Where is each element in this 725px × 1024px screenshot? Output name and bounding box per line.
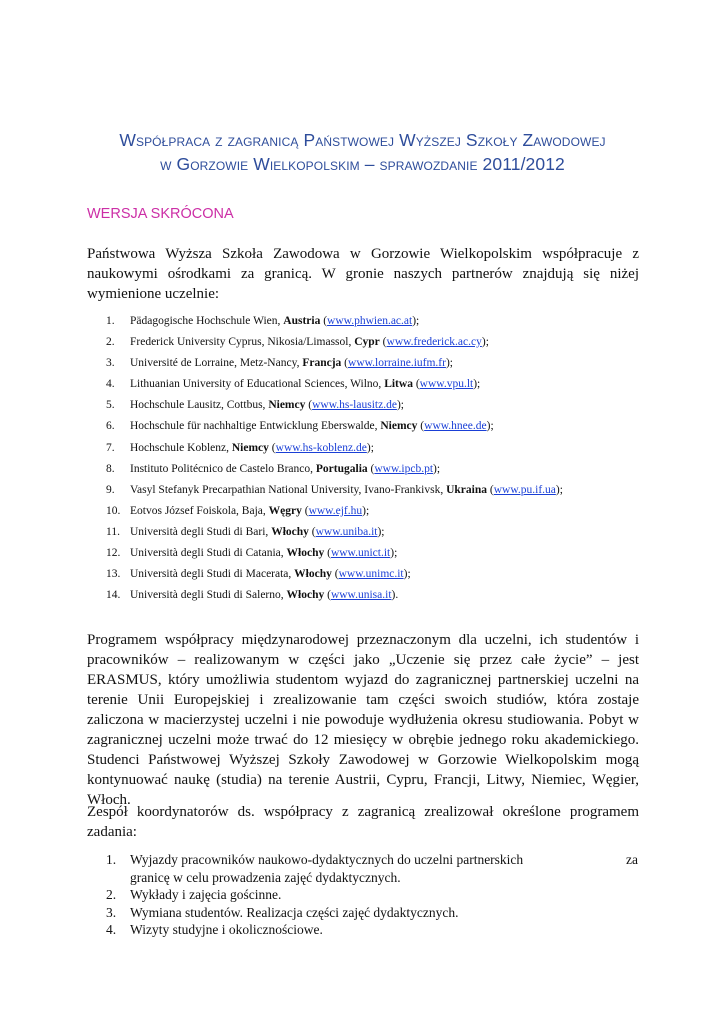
link-close-paren: );	[473, 378, 481, 391]
university-name: Université de Lorraine, Metz-Nancy,	[130, 357, 303, 370]
list-item	[87, 438, 647, 459]
list-item	[87, 522, 647, 543]
link-open-paren: (	[268, 441, 276, 454]
link-open-paren: (	[412, 378, 420, 391]
title-line-2: w Gorzowie Wielkopolskim – sprawozdanie 2011/2012	[160, 154, 565, 174]
task-text-continued: granicę w celu prowadzenia zajęć dydaktycznych.	[130, 869, 401, 885]
list-item-number: 1.	[106, 315, 115, 327]
list-item	[87, 585, 647, 606]
link-close-paren: );	[481, 336, 489, 349]
link-open-paren: (	[305, 399, 313, 412]
university-country: Ukraina	[446, 483, 487, 496]
list-item	[87, 374, 647, 395]
university-website-link[interactable]: www.unimc.it	[338, 568, 404, 581]
university-name: Hochschule Lausitz, Cottbus,	[130, 399, 269, 412]
task-text-tail: za	[626, 852, 638, 867]
university-website-link[interactable]: www.hnee.de	[424, 420, 487, 433]
list-item	[87, 543, 647, 564]
program-paragraph: Programem współpracy międzynarodowej przeznaczonym dla uczelni, ich studentów i pracowników – realizowanym w części jako „Uczenie się przez całe życie” – jest ERASMUS, który umożliwia studentom wyjazd do zagranicznej partnerskiej uczelni na terenie Unii Europejskiej i zrealizowanie tam części swoich studiów, która zostaje zaliczona w macierzystej uczelni i nie powoduje wydłużenia okresu studiowania. Pobyt w zagranicznej uczelni może trwać do 12 miesięcy w obrębie jednego roku akademickiego. Studenci Państwowej Wyższej Szkoły Zawodowej w Gorzowie Wielkopolskim mogą kontynuować naukę (studia) na terenie Austrii, Cypru, Francji, Litwy, Niemiec, Węgier, Włoch.	[87, 632, 639, 808]
list-item	[87, 395, 647, 416]
link-close-paren: );	[555, 483, 563, 496]
section-subtitle: WERSJA SKRÓCONA	[87, 206, 234, 222]
list-item	[87, 459, 647, 480]
university-name: Eotvos József Foiskola, Baja,	[130, 504, 269, 517]
link-open-paren: (	[341, 357, 349, 370]
university-name: Vasyl Stefanyk Precarpathian National University, Ivano-Frankivsk,	[130, 483, 447, 496]
list-item-number: 11.	[106, 525, 120, 538]
link-open-paren: (	[331, 568, 339, 581]
university-website-link[interactable]: www.hs-lausitz.de	[312, 399, 397, 412]
list-item	[87, 501, 647, 522]
link-open-paren: (	[486, 483, 494, 496]
university-country: Włochy	[294, 568, 332, 581]
list-item	[87, 921, 647, 939]
university-name: Hochschule Koblenz,	[130, 441, 232, 454]
university-country: Cypr	[354, 336, 380, 349]
document-title	[60, 128, 665, 176]
university-name: Pädagogische Hochschule Wien,	[130, 315, 284, 327]
university-country: Niemcy	[268, 399, 306, 412]
university-website-link[interactable]: www.frederick.ac.cy	[386, 336, 482, 349]
list-item-number: 9.	[106, 483, 115, 496]
link-close-paren: );	[362, 504, 370, 517]
task-text: Wymiana studentów. Realizacja części zajęć dydaktycznych.	[130, 904, 459, 920]
list-item-number: 5.	[106, 399, 115, 412]
university-country: Włochy	[271, 525, 309, 538]
university-website-link[interactable]: www.vpu.lt	[419, 378, 474, 391]
title-line-1: Współpraca z zagranicą Państwowej Wyższej Szkoły Zawodowej	[119, 130, 606, 150]
university-name: Università degli Studi di Bari,	[130, 525, 272, 538]
link-open-paren: (	[379, 336, 387, 349]
university-website-link[interactable]: www.ipcb.pt	[374, 462, 434, 475]
link-open-paren: (	[320, 315, 328, 327]
link-open-paren: (	[324, 547, 331, 560]
link-close-paren: );	[396, 399, 404, 412]
list-item	[87, 416, 647, 437]
university-name: Lithuanian University of Educational Sciences, Wilno,	[130, 378, 385, 391]
link-close-paren: );	[486, 420, 494, 433]
list-item	[87, 480, 647, 501]
list-item-number: 13.	[106, 568, 121, 581]
university-list	[87, 311, 647, 606]
link-close-paren: ).	[391, 589, 399, 602]
task-list	[87, 851, 647, 939]
university-website-link[interactable]: www.lorraine.iufm.fr	[348, 357, 446, 370]
university-name: Università degli Studi di Salerno,	[130, 589, 287, 602]
link-close-paren: );	[433, 462, 441, 475]
list-item	[87, 332, 647, 353]
link-close-paren: );	[366, 441, 374, 454]
university-country: Węgry	[268, 504, 302, 517]
university-website-link[interactable]: www.ejf.hu	[308, 504, 363, 517]
university-website-link[interactable]: www.unisa.it	[330, 589, 392, 602]
university-country: Francja	[302, 357, 342, 370]
link-close-paren: );	[412, 315, 420, 327]
list-item-number: 2.	[106, 887, 117, 902]
university-website-link[interactable]: www.uniba.it	[315, 525, 378, 538]
link-close-paren: );	[377, 525, 385, 538]
university-name: Università degli Studi di Macerata,	[130, 568, 295, 581]
list-item	[87, 886, 647, 904]
list-item-number: 4.	[106, 378, 115, 391]
link-open-paren: (	[367, 462, 375, 475]
task-text: Wyjazdy pracowników naukowo-dydaktycznych do uczelni partnerskich	[130, 852, 524, 867]
university-website-link[interactable]: www.hs-koblenz.de	[275, 441, 367, 454]
list-item-number: 12.	[106, 547, 121, 560]
university-name: Instituto Politécnico de Castelo Branco,	[130, 462, 316, 475]
list-item-number: 3.	[106, 357, 115, 370]
list-item-number: 1.	[106, 852, 117, 867]
university-website-link[interactable]: www.phwien.ac.at	[327, 315, 413, 327]
list-item	[87, 904, 647, 922]
university-name: Frederick University Cyprus, Nikosia/Limassol,	[130, 336, 355, 349]
coordinators-paragraph: Zespół koordynatorów ds. współpracy z zagranicą zrealizował określone programem zadania:	[87, 804, 639, 840]
university-website-link[interactable]: www.pu.if.ua	[493, 483, 556, 496]
university-country: Austria	[283, 315, 321, 327]
list-item	[87, 353, 647, 374]
list-item-number: 6.	[106, 420, 115, 433]
university-country: Niemcy	[380, 420, 418, 433]
link-close-paren: );	[403, 568, 411, 581]
list-item-number: 3.	[106, 904, 117, 920]
list-item	[87, 851, 647, 886]
link-open-paren: (	[301, 504, 309, 517]
university-country: Niemcy	[231, 441, 269, 454]
list-item-number: 8.	[106, 462, 115, 475]
task-text: Wykłady i zajęcia gościnne.	[130, 887, 282, 902]
list-item-number: 7.	[106, 441, 115, 454]
link-close-paren: );	[390, 547, 398, 560]
link-open-paren: (	[308, 525, 316, 538]
university-country: Litwa	[384, 378, 413, 391]
university-country: Włochy	[286, 547, 325, 560]
university-country: Włochy	[286, 589, 325, 602]
link-open-paren: (	[417, 420, 425, 433]
list-item-number: 4.	[106, 922, 117, 937]
university-name: Hochschule für nachhaltige Entwicklung Eberswalde,	[130, 420, 381, 433]
list-item	[87, 564, 647, 585]
link-close-paren: );	[445, 357, 453, 370]
university-website-link[interactable]: www.unict.it	[330, 547, 391, 560]
list-item	[87, 311, 647, 332]
task-text: Wizyty studyjne i okolicznościowe.	[130, 922, 323, 937]
list-item-number: 2.	[106, 336, 115, 349]
intro-paragraph: Państwowa Wyższa Szkoła Zawodowa w Gorzowie Wielkopolskim współpracuje z naukowymi ośrodkami za granicą. W gronie naszych partnerów znajdują się niżej wymienione uczelnie:	[87, 246, 639, 302]
list-item-number: 10.	[106, 504, 121, 517]
list-item-number: 14.	[106, 589, 121, 602]
university-country: Portugalia	[315, 462, 368, 475]
link-open-paren: (	[324, 589, 331, 602]
university-name: Università degli Studi di Catania,	[130, 547, 287, 560]
